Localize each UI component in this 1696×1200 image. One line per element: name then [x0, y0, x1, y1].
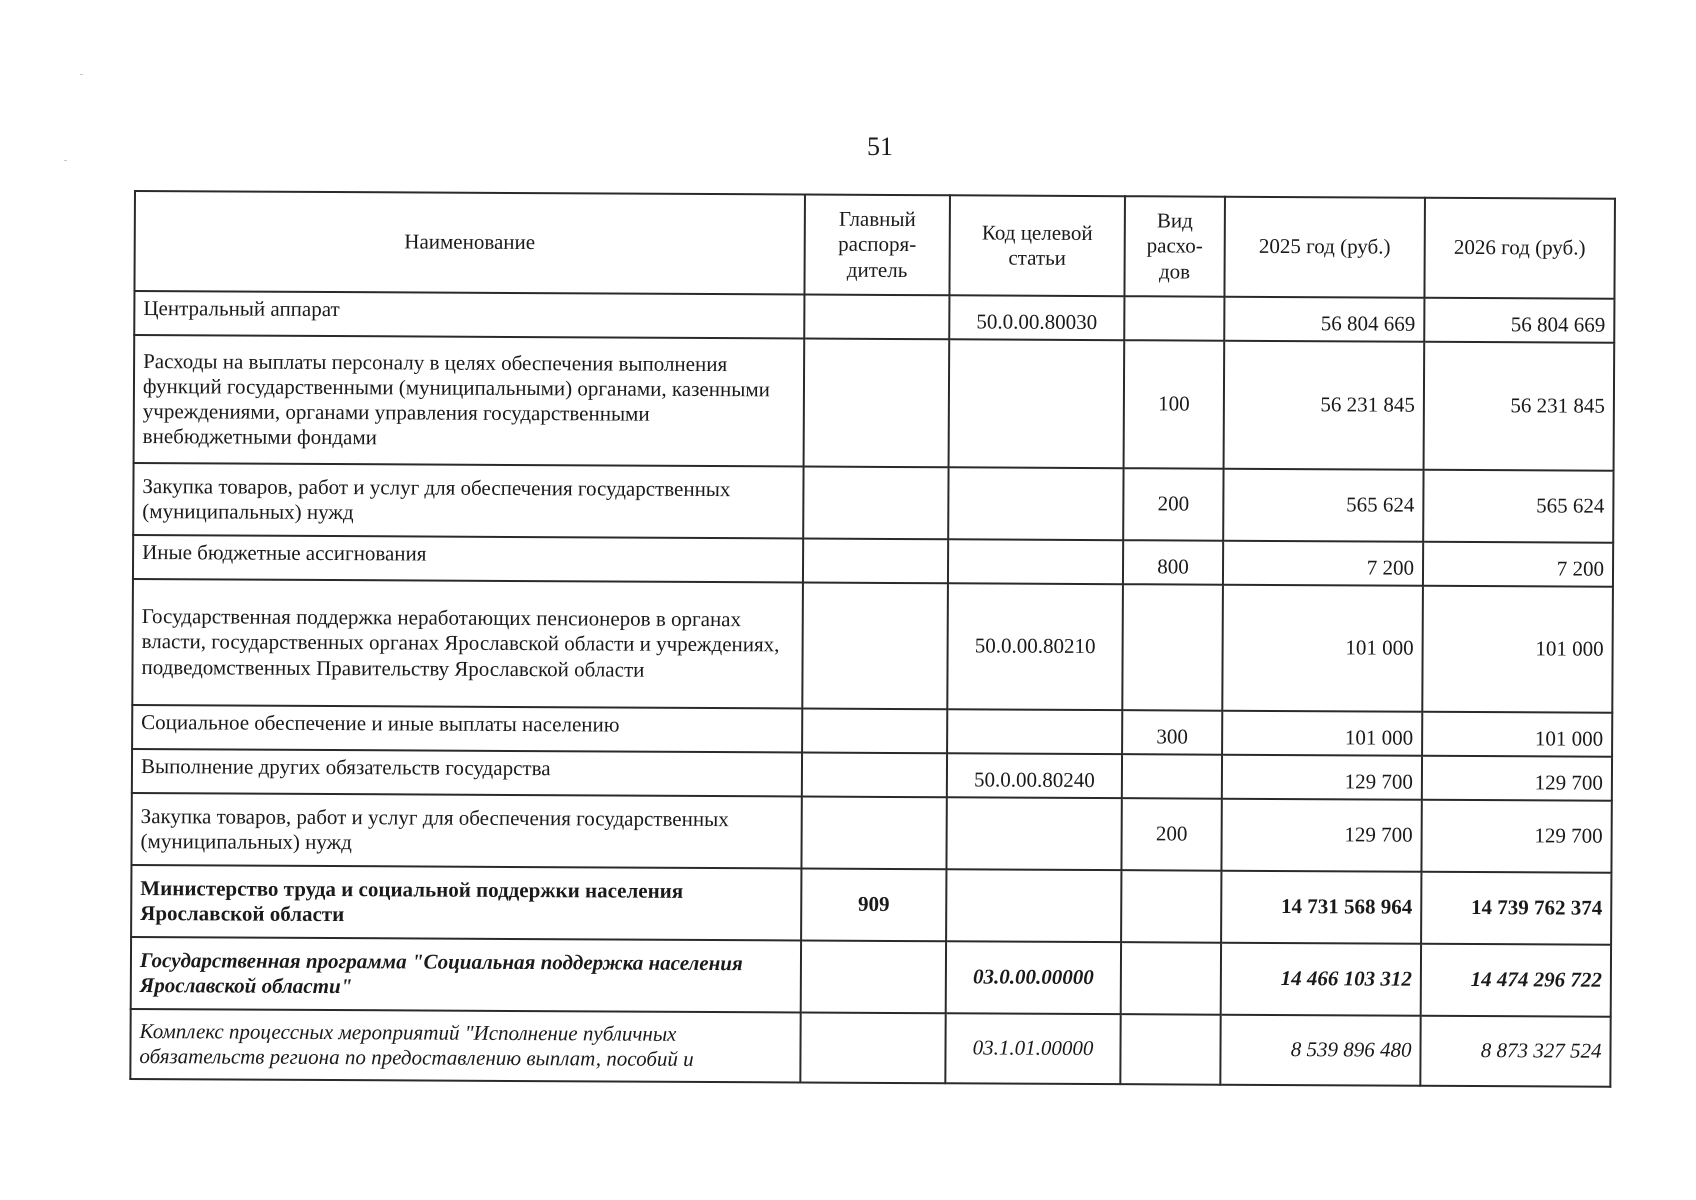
- scan-speck: [80, 74, 83, 75]
- cell-2025: 8 539 896 480: [1220, 1015, 1420, 1086]
- cell-code: 50.0.00.80030: [949, 295, 1124, 340]
- cell-name: Расходы на выплаты персоналу в целях обеспечения выполнения функций государственными (муниципальными) органами, казенными учреждениями, органами управления государственными внебюджетными фондами: [134, 335, 805, 467]
- cell-name: Социальное обеспечение и иные выплаты населению: [132, 705, 802, 753]
- table-row: [134, 291, 1614, 343]
- cell-kind: [1122, 584, 1223, 711]
- cell-2026: 129 700: [1422, 756, 1612, 801]
- cell-2025: 56 804 669: [1224, 297, 1424, 342]
- cell-2026: 8 873 327 524: [1420, 1016, 1610, 1087]
- cell-admin: [804, 339, 950, 468]
- cell-2026: 14 739 762 374: [1421, 872, 1611, 945]
- cell-2025: 101 000: [1222, 585, 1423, 712]
- header-admin: Главный распоря-дитель: [804, 195, 950, 296]
- cell-2026: 14 474 296 722: [1421, 944, 1611, 1017]
- cell-name: Министерство труда и социальной поддержки населения Ярославской области: [131, 865, 801, 941]
- cell-2025: 7 200: [1223, 541, 1423, 586]
- cell-admin: [802, 583, 948, 710]
- cell-kind: [1124, 296, 1224, 341]
- table-row: [130, 1009, 1610, 1087]
- cell-name: Центральный аппарат: [134, 291, 804, 339]
- header-name: Наименование: [134, 191, 805, 295]
- cell-name: Закупка товаров, работ и услуг для обеспечения государственных (муниципальных) нужд: [131, 793, 801, 869]
- cell-admin: [802, 753, 947, 798]
- cell-2025: 56 231 845: [1224, 341, 1425, 470]
- cell-admin: [800, 1013, 945, 1084]
- cell-kind: [1121, 870, 1221, 943]
- cell-code: [948, 467, 1123, 540]
- budget-table: [129, 190, 1616, 1088]
- table-row: [132, 579, 1613, 713]
- cell-kind: 200: [1121, 798, 1221, 871]
- cell-admin: [801, 797, 946, 870]
- cell-code: [947, 709, 1122, 754]
- cell-code: 50.0.00.80210: [947, 583, 1123, 710]
- cell-2026: 565 624: [1423, 470, 1613, 543]
- cell-2026: 56 231 845: [1424, 342, 1615, 471]
- cell-admin: 909: [801, 869, 946, 942]
- table-row: [132, 749, 1612, 801]
- cell-2025: 129 700: [1222, 755, 1422, 800]
- cell-admin: [803, 467, 948, 540]
- table-row: [134, 335, 1615, 471]
- table-header-row: [134, 191, 1615, 299]
- cell-code: [946, 797, 1121, 870]
- cell-2025: 14 731 568 964: [1221, 871, 1421, 944]
- cell-code: 03.1.01.00000: [945, 1013, 1120, 1084]
- header-2026: 2026 год (руб.): [1424, 198, 1615, 299]
- cell-2026: 101 000: [1422, 586, 1613, 713]
- cell-2026: 101 000: [1422, 712, 1612, 757]
- header-code: Код целевой статьи: [949, 195, 1125, 296]
- table-row: [131, 793, 1611, 873]
- cell-admin: [803, 539, 948, 584]
- cell-2026: 7 200: [1423, 542, 1613, 587]
- cell-name: Выполнение других обязательств государства: [132, 749, 802, 797]
- cell-2026: 56 804 669: [1424, 298, 1614, 343]
- header-kind: Вид расхо-дов: [1124, 196, 1225, 297]
- cell-code: [946, 869, 1121, 942]
- cell-kind: [1120, 1014, 1220, 1085]
- cell-kind: 300: [1122, 710, 1222, 755]
- table-row: [133, 535, 1613, 587]
- table-row: [133, 463, 1613, 543]
- cell-name: Комплекс процессных мероприятий "Исполнение публичных обязательств региона по предоставлению выплат, пособий и: [130, 1009, 800, 1083]
- cell-admin: [801, 941, 946, 1014]
- header-2025: 2025 год (руб.): [1224, 197, 1425, 298]
- cell-name: Иные бюджетные ассигнования: [133, 535, 803, 583]
- cell-name: Государственная поддержка неработающих пенсионеров в органах власти, государственных органах Ярославской области и учреждениях, подведомственных Правительству Ярославской области: [132, 579, 803, 709]
- table-row: [132, 705, 1612, 757]
- cell-kind: [1122, 754, 1222, 799]
- cell-2025: 129 700: [1221, 799, 1421, 872]
- cell-code: [948, 539, 1123, 584]
- cell-2025: 14 466 103 312: [1221, 943, 1421, 1016]
- cell-code: 50.0.00.80240: [947, 753, 1122, 798]
- cell-admin: [804, 295, 949, 340]
- cell-admin: [802, 709, 947, 754]
- cell-2025: 565 624: [1223, 469, 1423, 542]
- cell-kind: 100: [1124, 340, 1225, 469]
- page-number: 51: [867, 132, 893, 161]
- cell-2026: 129 700: [1421, 800, 1611, 873]
- cell-kind: 200: [1123, 468, 1223, 541]
- cell-code: 03.0.00.00000: [946, 941, 1121, 1014]
- table-row: [131, 937, 1611, 1017]
- cell-kind: 800: [1123, 540, 1223, 585]
- cell-code: [949, 339, 1125, 468]
- cell-2025: 101 000: [1222, 711, 1422, 756]
- cell-name: Государственная программа "Социальная поддержка населения Ярославской области": [131, 937, 801, 1013]
- cell-name: Закупка товаров, работ и услуг для обеспечения государственных (муниципальных) нужд: [133, 463, 803, 539]
- cell-kind: [1121, 942, 1221, 1015]
- table-row: [131, 865, 1611, 945]
